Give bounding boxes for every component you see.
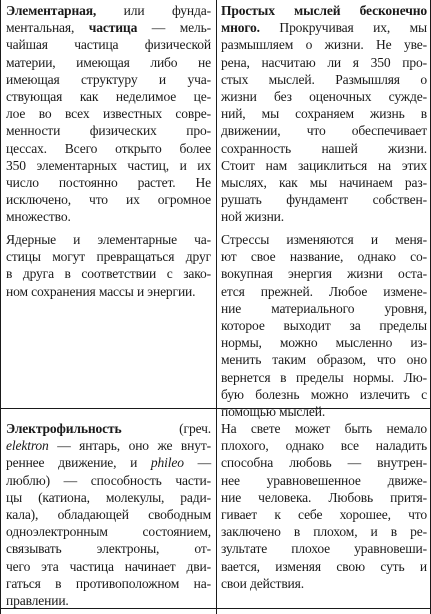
text-line: чего эта частица начинает дви- <box>6 558 211 574</box>
particle-transformation-paragraph <box>6 231 211 300</box>
paragraph-heading: Простых мыслей бесконечно <box>221 3 427 18</box>
text-line: лое во всех известных совре- <box>6 106 211 122</box>
text-line: рушать фундамент собствен- <box>221 192 427 208</box>
text-line: цессах. Всего открыто более <box>6 140 211 156</box>
text-line: ется прежней. Любое измене- <box>221 283 427 299</box>
text-line <box>221 2 427 19</box>
text-line: реннее движение, и phileo — <box>6 455 211 471</box>
paragraph-heading: много. <box>221 20 260 36</box>
text-line: которое выходит за пределы <box>221 318 427 334</box>
text-line: Элементарная, или фунда- <box>6 3 211 18</box>
text-line: кала), обладающей свободным <box>6 507 211 523</box>
term-heading: Электрофильность <box>6 421 122 436</box>
text-line: ной жизни. <box>221 209 285 225</box>
text-line: гаться в противоположном на- <box>6 575 211 591</box>
text-line: elektron — янтарь, оно же внут- <box>6 438 211 454</box>
text-line: плохого, однако все наладить <box>221 438 427 454</box>
term-heading: Элементарная, <box>6 3 97 18</box>
text-line: сохранность нашей жизни. <box>221 140 427 156</box>
text-line: ние человека. Любовь притя- <box>221 489 427 505</box>
text-line: вокупная энергия жизни оста- <box>221 266 427 282</box>
text-line: Электрофильность (греч. <box>6 421 211 436</box>
text-line: множество. <box>6 209 71 225</box>
text-line: заключено в плохом, и в ре- <box>221 524 427 540</box>
stress-paragraph <box>221 231 427 420</box>
text-line: ют свое название, однако со- <box>221 249 427 265</box>
text-line: исключено, что их огромное <box>6 192 211 208</box>
text-line: ствующая как неделимое це- <box>6 89 211 105</box>
text-line: стых мыслей. Размышляя о <box>221 71 427 87</box>
text-line: одноэлектронным состоянием, <box>6 524 211 540</box>
text-line: 350 элементарных частиц, и их <box>6 157 211 173</box>
term-italic: elektron <box>6 438 49 454</box>
text-line: люблю) — способность части- <box>6 472 211 488</box>
text-line: На свете может быть немало <box>221 421 427 436</box>
text-line: мыслях, как мы начинаем раз- <box>221 175 427 191</box>
text-line: способна любовь — внутрен- <box>221 455 427 471</box>
text-line: менить таким образом, что оно <box>221 352 427 368</box>
text-line: размышляем о жизни. Не уве- <box>221 37 427 53</box>
text-line: число постоянно растет. Не <box>6 175 211 191</box>
text-line: стицы могут превращаться друг <box>6 249 211 265</box>
text-line: зультате плохое уравновеши- <box>221 541 427 557</box>
text-line: рена, насчитаю ли я 350 про- <box>221 54 427 70</box>
text-line: движении, что обеспечивает <box>221 123 427 139</box>
text-line: имеющая структуру и уча- <box>6 71 211 87</box>
column-divider <box>216 0 217 614</box>
text-line: в друга в соответствии с зако- <box>6 266 211 282</box>
text-line: бую болезнь можно излечить с <box>221 386 427 402</box>
text-line: ние материального уровня, <box>221 300 427 316</box>
text-line: материи, имеющая либо не <box>6 54 211 70</box>
term-bold: частица <box>88 20 138 36</box>
text-line: гивает к себе хорошее, что <box>221 507 427 523</box>
text-line: нормы, можно мысленно из- <box>221 335 427 351</box>
term-italic: phileo <box>150 455 184 471</box>
text-line: ном сохранения массы и энергии. <box>6 283 196 299</box>
text-line: нее уравновешенное движе- <box>221 472 427 488</box>
elementary-particle-definition <box>6 2 211 226</box>
text-line: много. Прокручивая их, мы <box>221 20 427 36</box>
text-line: цы (катиона, молекулы, ради- <box>6 489 211 505</box>
text-line: помощью мыслей. <box>221 404 326 420</box>
electrophilicity-definition <box>6 420 211 609</box>
text-line: менности физических про- <box>6 123 211 139</box>
text-line: правлении. <box>6 593 69 609</box>
text-line: Стоит нам зациклиться на этих <box>221 157 427 173</box>
text-line: свои действия. <box>221 575 304 591</box>
text-line: связывать электроны, от- <box>6 541 211 557</box>
text-line: вернется в пределы нормы. Лю- <box>221 369 427 385</box>
text-line: жизни без оценочных сужде- <box>221 89 427 105</box>
text-line: вается, изменяя свою суть и <box>221 558 427 574</box>
text-line: ний, мы сохраняем жизнь в <box>221 106 427 122</box>
simple-thoughts-paragraph <box>221 2 427 226</box>
text-line: ментальная, частица — мель- <box>6 20 211 36</box>
text-line: Ядерные и элементарные ча- <box>6 232 211 247</box>
text-line: чайшая частица физической <box>6 37 211 53</box>
love-paragraph <box>221 420 427 592</box>
text-line: Стрессы изменяются и меня- <box>221 232 427 247</box>
